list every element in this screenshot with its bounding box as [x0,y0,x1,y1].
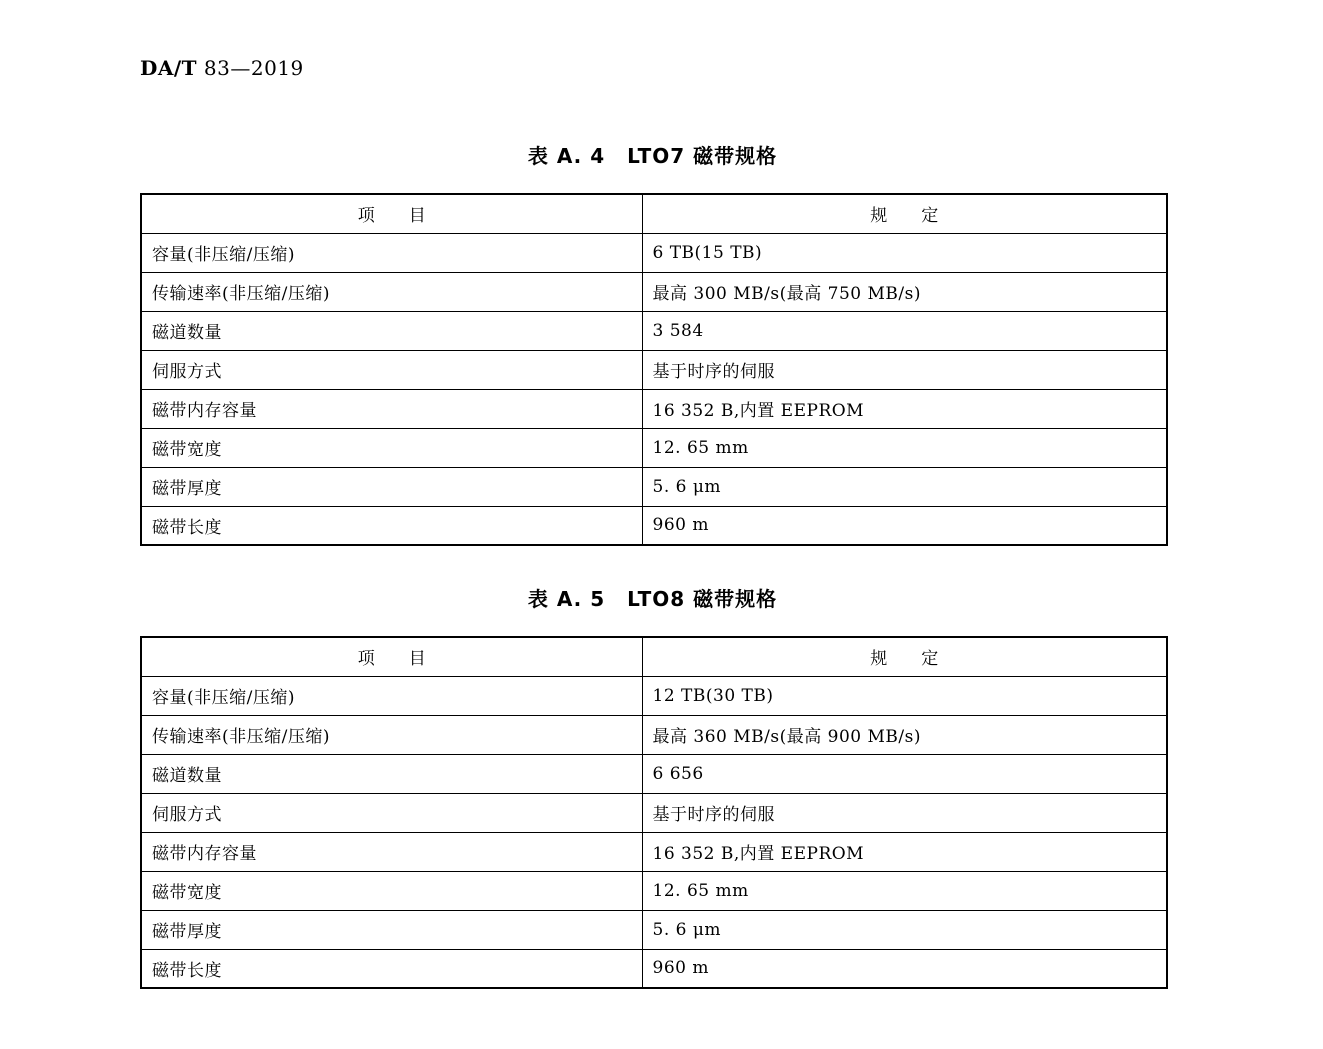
row-value: 5. 6 μm [642,910,1167,949]
row-value: 12. 65 mm [642,871,1167,910]
row-value: 基于时序的伺服 [642,793,1167,832]
document-header [140,56,304,80]
column-header-item: 项 目 [141,194,642,233]
row-label: 传输速率(非压缩/压缩) [141,715,642,754]
table-row [141,389,1167,428]
row-label: 磁带宽度 [141,428,642,467]
table-row [141,233,1167,272]
row-value: 最高 360 MB/s(最高 900 MB/s) [642,715,1167,754]
row-value: 6 656 [642,754,1167,793]
column-header-spec: 规 定 [642,637,1167,676]
row-label: 磁带长度 [141,506,642,545]
row-value: 12. 65 mm [642,428,1167,467]
table-row [141,676,1167,715]
table-a5-caption-title: LTO8 磁带规格 [627,587,778,611]
row-label: 磁带厚度 [141,910,642,949]
row-value: 16 352 B,内置 EEPROM [642,389,1167,428]
row-value: 最高 300 MB/s(最高 750 MB/s) [642,272,1167,311]
row-label: 容量(非压缩/压缩) [141,233,642,272]
row-label: 伺服方式 [141,350,642,389]
row-label: 磁带长度 [141,949,642,988]
table-a5-caption [140,583,1165,612]
table-row [141,350,1167,389]
row-label: 磁道数量 [141,311,642,350]
row-label: 磁带内存容量 [141,832,642,871]
row-value: 5. 6 μm [642,467,1167,506]
table-row [141,506,1167,545]
row-label: 传输速率(非压缩/压缩) [141,272,642,311]
row-label: 磁带宽度 [141,871,642,910]
row-label: 伺服方式 [141,793,642,832]
table-a5 [140,636,1168,989]
table-a5-caption-number: 表 A. 5 [527,587,606,611]
table-row [141,793,1167,832]
table-row [141,832,1167,871]
table-row [141,428,1167,467]
table-row [141,754,1167,793]
table-row [141,715,1167,754]
row-value: 960 m [642,506,1167,545]
row-value: 960 m [642,949,1167,988]
column-header-item: 项 目 [141,637,642,676]
table-row [141,467,1167,506]
column-header-spec: 规 定 [642,194,1167,233]
row-value: 6 TB(15 TB) [642,233,1167,272]
row-label: 磁带内存容量 [141,389,642,428]
row-value: 16 352 B,内置 EEPROM [642,832,1167,871]
table-row [141,311,1167,350]
table-a4 [140,193,1168,546]
table-row [141,871,1167,910]
standard-code: DA/T [140,56,198,80]
table-header-row [141,637,1167,676]
row-label: 磁带厚度 [141,467,642,506]
table-row [141,272,1167,311]
standard-number: 83—2019 [203,56,304,80]
row-value: 3 584 [642,311,1167,350]
row-value: 12 TB(30 TB) [642,676,1167,715]
table-a4-caption [140,140,1165,169]
row-label: 磁道数量 [141,754,642,793]
row-value: 基于时序的伺服 [642,350,1167,389]
table-a4-caption-title: LTO7 磁带规格 [627,144,778,168]
table-row [141,949,1167,988]
table-header-row [141,194,1167,233]
table-row [141,910,1167,949]
row-label: 容量(非压缩/压缩) [141,676,642,715]
table-a4-caption-number: 表 A. 4 [527,144,606,168]
